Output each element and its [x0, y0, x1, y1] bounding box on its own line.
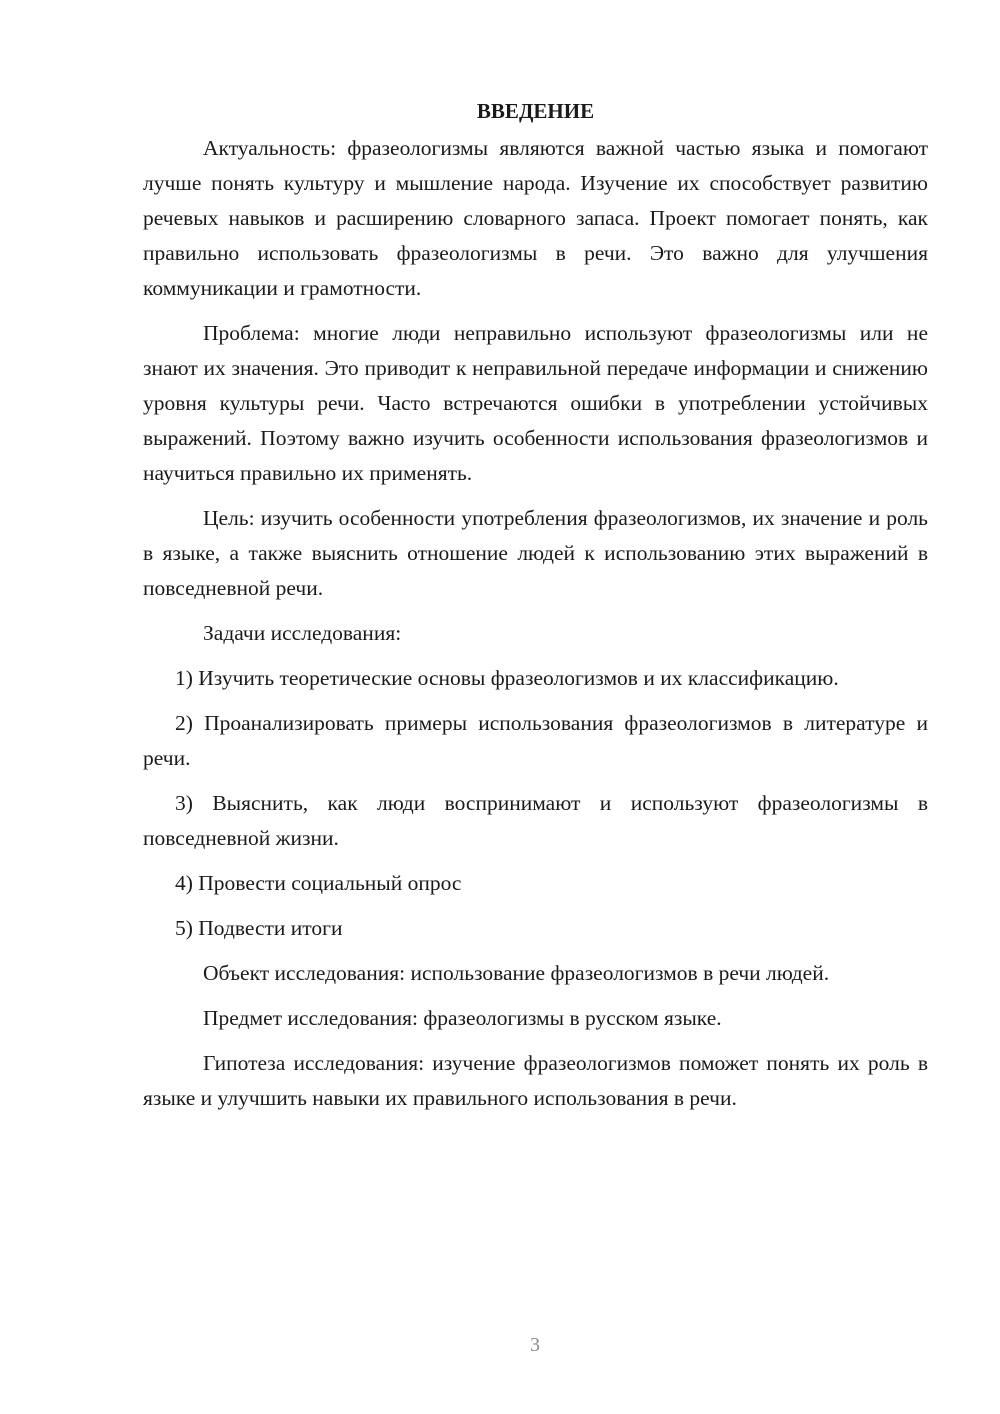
task-item-1: 1) Изучить теоретические основы фразеологизмов и их классификацию. — [175, 666, 839, 690]
document-page — [143, 96, 928, 1126]
page-title: ВВЕДЕНИЕ — [476, 99, 595, 123]
paragraph-relevance: Актуальность: фразеологизмы являются важной частью языка и помогают лучше понять культуру и мышление народа. Изучение их способствует развитию речевых навыков и расширению словарного запаса. Проект помогает понять, как правильно использовать фразеологизмы в речи. Это важно для улучшения коммуникации и грамотности. — [143, 136, 928, 300]
task-item-5: 5) Подвести итоги — [175, 916, 343, 940]
paragraph-hypothesis: Гипотеза исследования: изучение фразеологизмов поможет понять их роль в языке и улучшить навыки их правильного использования в речи. — [143, 1051, 928, 1110]
tasks-heading: Задачи исследования: — [203, 621, 402, 645]
paragraph-subject: Предмет исследования: фразеологизмы в русском языке. — [203, 1006, 722, 1030]
task-item-4: 4) Провести социальный опрос — [175, 871, 462, 895]
paragraph-goal: Цель: изучить особенности употребления фразеологизмов, их значение и роль в языке, а также выяснить отношение людей к использованию этих выражений в повседневной речи. — [143, 506, 928, 600]
paragraph-problem: Проблема: многие люди неправильно используют фразеологизмы или не знают их значения. Это приводит к неправильной передаче информации и снижению уровня культуры речи. Часто встречаются ошибки в употреблении устойчивых выражений. Поэтому важно изучить особенности использования фразеологизмов и научиться правильно их применять. — [143, 321, 928, 485]
paragraph-object: Объект исследования: использование фразеологизмов в речи людей. — [203, 961, 830, 985]
page-number: 3 — [530, 1334, 540, 1356]
task-item-3: 3) Выяснить, как люди воспринимают и используют фразеологизмы в повседневной жизни. — [143, 791, 928, 850]
task-item-2: 2) Проанализировать примеры использования фразеологизмов в литературе и речи. — [143, 711, 928, 770]
